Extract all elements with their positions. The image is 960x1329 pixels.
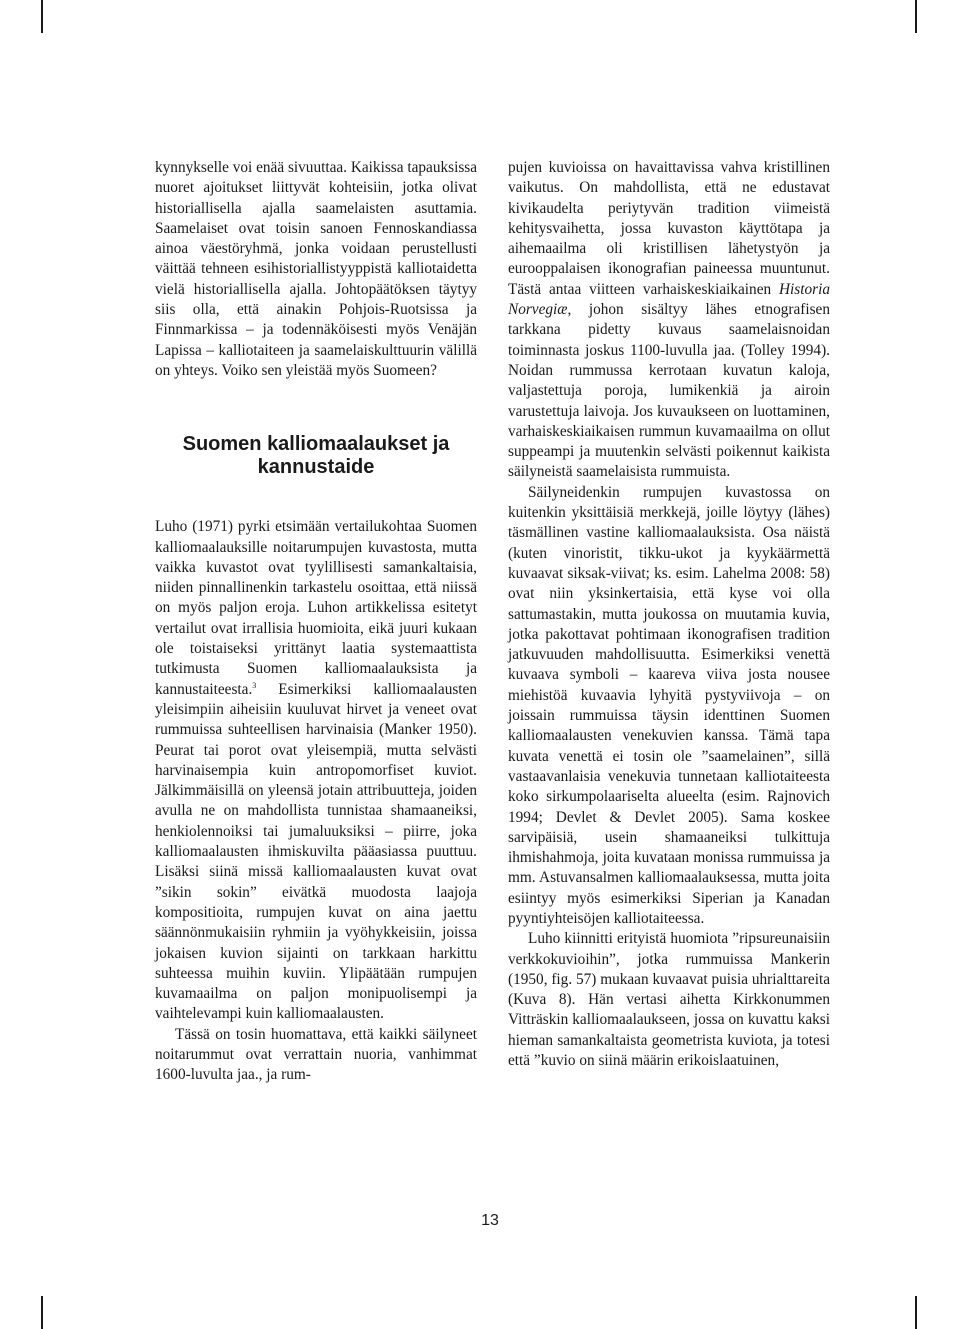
- crop-mark-top-left: [41, 0, 43, 33]
- paragraph-text: , johon sisältyy lähes etnografisen tarkkana pidetty kuvaus saamelaisnoidan toiminnasta joskus 1100-luvulla jaa. (Tolley 1994). Noidan rummussa kerrotaan kuvatun kaloja, valjastettuja poroja, lumikenkiä ja airoin varustettuja laivoja. Jos kuvaukseen on luottaminen, varhaiskeskiaikaisen rummun kuvamaailma on ollut suppeampi ja muutenkin selvästi poikennut kaikista säilyneistä saamelaisista rummuista.: [508, 301, 830, 481]
- crop-mark-top-right: [915, 0, 917, 33]
- paragraph-text: Esimerkiksi kalliomaalausten yleisimpiin aiheisiin kuuluvat hirvet ja veneet ovat rummuissa suhteellisen harvinaisia (Manker 1950). Peurat tai porot ovat yleisempiä, mutta selvästi harvinaisempia kuin antropomorfiset kuviot. Jälkimmäisillä on yleensä jotain attribuutteja, joiden avulla ne on mahdollista tunnistaa shamaaneiksi, henkiolennoiksi tai jumaluuksiksi – piirre, joka kalliomaalausten ihmiskuvilta pääasiassa puuttuu. Lisäksi siinä missä kalliomaalausten kuvat ovat ”sikin sokin” eivätkä muodosta laajoja kompositioita, rumpujen kuvat on aina jaettu säännönmukaisiin ryhmiin ja vyöhykkeisiin, joissa jokaisen kuvion sijainti on tarkkaan harkittu suhteessa muihin kuviin. Ylipäätään rumpujen kuvamaailma on paljon monipuolisempi ja vaihtelevampi kuin kalliomaalausten.: [155, 680, 477, 1023]
- italic-title: Historia Norvegiæ: [508, 280, 830, 319]
- section-heading-line: Suomen kalliomaalaukset ja: [182, 433, 450, 456]
- section-heading: [155, 433, 477, 479]
- section-heading-line: kannustaide: [257, 456, 375, 479]
- crop-mark-bottom-right: [915, 1296, 917, 1329]
- body-paragraph: Luho kiinnitti erityistä huomiota ”ripsureunaisiin verkkokuvioihin”, jotka rummuissa Mankerin (1950, fig. 57) mukaan kuvaavat puisia uhrialttareita (Kuva 8). Hän vertasi aihetta Kirkkonummen Vitträskin kalliomaalaukseen, jossa on kuvattu kaksi hieman samankaltaista geometrista kuviota, ja totesi että ”kuvio on siinä määrin erikoislaatuinen,: [508, 930, 830, 1070]
- body-paragraph: Tässä on tosin huomattava, että kaikki säilyneet noitarummut ovat verrattain nuoria, vanhimmat 1600-luvulta jaa., ja rum-: [155, 1025, 477, 1084]
- body-paragraph: Säilyneidenkin rumpujen kuvastossa on kuitenkin yksittäisiä merkkejä, joille löytyy (lähes) täsmällinen vastine kalliomaalauksista. Osa näistä (kuten vinoristit, tikku-ukot ja kyykäärmettä kuvaavat siksak-viivat; ks. esim. Lahelma 2008: 58) ovat niin yksinkertaisia, että kyse voi olla sattumastakin, mutta joukossa on muutamia kuvia, jotka pakottavat pohtimaan ikonografisen tradition jatkuvuuden mahdollisuutta. Esimerkiksi venettä kuvaava symboli – kaareva viiva josta nousee miehistöä kuvaavia lyhyitä pystyviivoja – on joissain rummuissa täysin identtinen Suomen kalliomaalausten venekuvien kanssa. Tämä tapa kuvata venettä ei tosin ole ”saamelainen”, sillä vastaavanlaisia venekuvia tunnetaan kalliotaiteesta koko sirkumpolaariselta alueelta (esim. Rajnovich 1994; Devlet & Devlet 2005). Sama koskee sarvipäisiä, usein shamaaneiksi tulkittuja ihmishahmoja, joita kuvataan monissa rummuissa ja mm. Astuvansalmen kalliomaalauksessa, mutta joita esiintyy myös esimerkiksi Siperian ja Kanadan pyyntiyhteisöjen kalliotaiteessa.: [508, 483, 830, 927]
- page-number: 13: [481, 1212, 499, 1229]
- footnote-marker: 3: [252, 680, 257, 690]
- right-column: [508, 158, 830, 1071]
- left-column: [155, 158, 477, 1086]
- body-paragraph: [508, 158, 830, 483]
- crop-mark-bottom-left: [41, 1296, 43, 1329]
- body-paragraph: kynnykselle voi enää sivuuttaa. Kaikissa tapauksissa nuoret ajoitukset liittyvät kohteisiin, jotka olivat historiallisella ajalla saamelaisten asuttamia. Saamelaiset ovat toisin sanoen Fennoskandiassa ainoa väestöryhmä, jonka voidaan perustellusti väittää tehneen esihistoriallistyyppistä kalliotaidetta vielä historiallisella ajalla. Johtopäätöksen täytyy siis olla, että ainakin Pohjois-Ruotsissa ja Finnmarkissa – ja todennäköisesti myös Venäjän Lapissa – kalliotaiteen ja saamelaiskulttuurin välillä on yhteys. Voiko sen yleistää myös Suomeen?: [155, 159, 478, 379]
- body-paragraph: [155, 517, 477, 1024]
- paragraph-text: Luho (1971) pyrki etsimään vertailukohtaa Suomen kalliomaalauksille noitarumpujen kuvastosta, mutta vaikka kuvastot ovat tyylillisesti samankaltaisia, niiden pinnallinenkin tarkastelu osoittaa, että niissä on myös paljon eroja. Luhon artikkelissa esitetyt vertailut ovat irrallisia huomioita, eikä juuri kukaan ole toistaiseksi yrittänyt laatia systemaattista tutkimusta Suomen kalliomaalauksista ja kannustaiteesta.: [155, 518, 477, 698]
- paragraph-text: pujen kuvioissa on havaittavissa vahva kristillinen vaikutus. On mahdollista, että ne edustavat kivikaudelta periytyvän tradition viimeistä kehitysvaihetta, jossa kuvaston käyttötapa ja aihemaailma oli kristillisen lähetystyön ja eurooppalaisen ikonografian paineessa muuntunut. Tästä antaa viitteen varhaiskeskiaikainen: [508, 159, 830, 298]
